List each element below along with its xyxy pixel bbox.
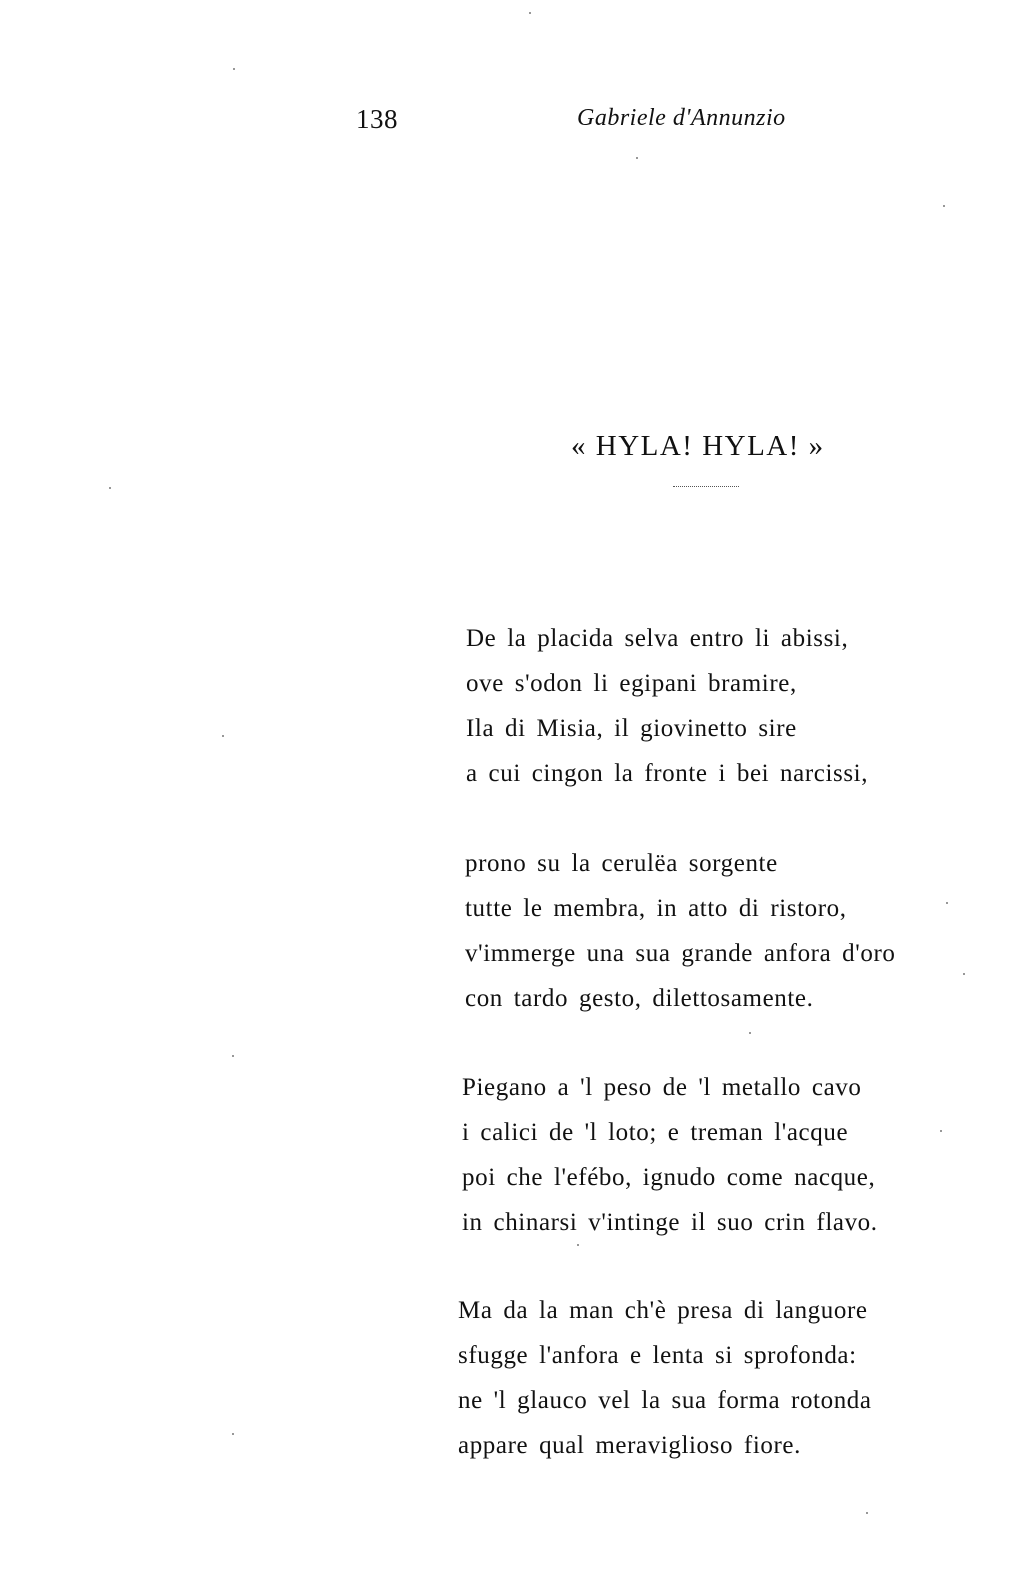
verse-line: v'immerge una sua grande anfora d'oro bbox=[465, 940, 896, 967]
paper-speck bbox=[940, 1130, 942, 1132]
stanza-4 bbox=[458, 1288, 872, 1468]
paper-speck bbox=[636, 157, 638, 159]
verse-line: tutte le membra, in atto di ristoro, bbox=[465, 895, 847, 922]
paper-speck bbox=[232, 1055, 234, 1057]
verse-line: poi che l'efébo, ignudo come nacque, bbox=[462, 1164, 876, 1191]
paper-speck bbox=[749, 1032, 751, 1034]
verse-line: in chinarsi v'intinge il suo crin flavo. bbox=[462, 1209, 878, 1236]
running-head: Gabriele d'Annunzio bbox=[577, 105, 786, 131]
paper-speck bbox=[222, 735, 224, 737]
stanza-1 bbox=[466, 616, 868, 796]
paper-speck bbox=[943, 205, 945, 207]
paper-speck bbox=[109, 487, 111, 489]
verse-line: appare qual meraviglioso fiore. bbox=[458, 1432, 801, 1459]
paper-speck bbox=[232, 1433, 234, 1435]
paper-speck bbox=[577, 1244, 579, 1246]
poem-title: « HYLA! HYLA! » bbox=[571, 430, 825, 462]
verse-line: a cui cingon la fronte i bei narcissi, bbox=[466, 760, 869, 787]
verse-line: Piegano a 'l peso de 'l metallo cavo bbox=[462, 1074, 862, 1101]
paper-speck bbox=[963, 973, 965, 975]
verse-line: prono su la cerulëa sorgente bbox=[465, 850, 778, 877]
verse-line: ove s'odon li egipani bramire, bbox=[466, 670, 797, 697]
verse-line: ne 'l glauco vel la sua forma rotonda bbox=[458, 1387, 872, 1414]
stanza-3 bbox=[462, 1065, 878, 1245]
paper-speck bbox=[946, 902, 948, 904]
stanza-2 bbox=[465, 841, 895, 1021]
verse-line: Ma da la man ch'è presa di languore bbox=[458, 1297, 868, 1324]
paper-speck bbox=[233, 68, 235, 70]
verse-line: i calici de 'l loto; e treman l'acque bbox=[462, 1119, 849, 1146]
page-number: 138 bbox=[356, 104, 398, 134]
paper-speck bbox=[529, 12, 531, 14]
verse-line: con tardo gesto, dilettosamente. bbox=[465, 985, 814, 1012]
paper-speck bbox=[866, 1512, 868, 1514]
verse-line: Ila di Misia, il giovinetto sire bbox=[466, 715, 797, 742]
verse-line: De la placida selva entro li abissi, bbox=[466, 625, 849, 652]
verse-line: sfugge l'anfora e lenta si sprofonda: bbox=[458, 1342, 857, 1369]
